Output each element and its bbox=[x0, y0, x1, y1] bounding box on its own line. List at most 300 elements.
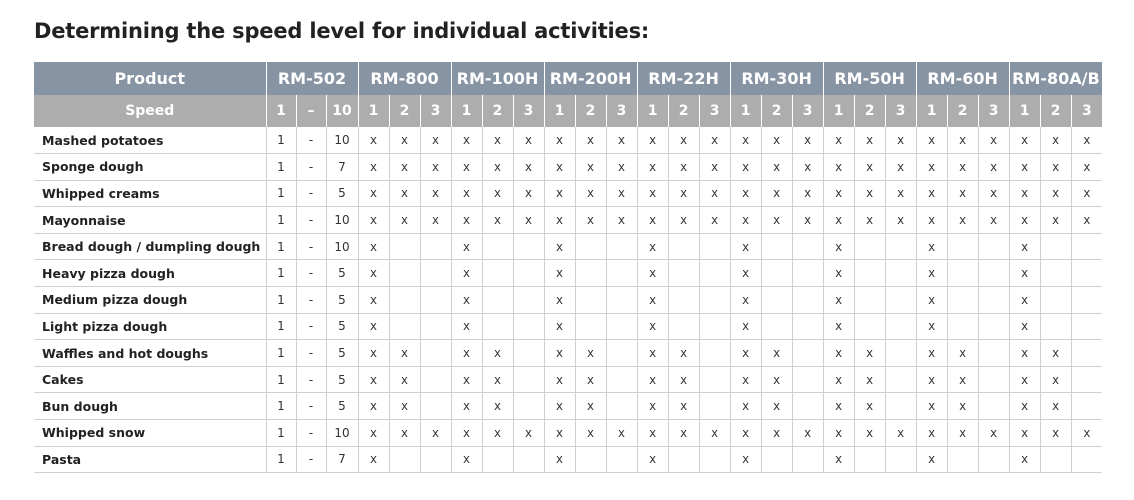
speed-mark-cell bbox=[978, 393, 1009, 420]
speed-mark-cell bbox=[1040, 446, 1071, 473]
speed-mark-cell: x bbox=[451, 154, 482, 181]
product-name: Pasta bbox=[34, 446, 266, 473]
speed-mark-cell: x bbox=[513, 154, 544, 181]
speed-header: Speed bbox=[34, 95, 266, 127]
speed-mark-cell bbox=[854, 260, 885, 287]
speed-mark-cell bbox=[978, 446, 1009, 473]
speed-mark-cell bbox=[420, 287, 451, 314]
speed-min-cell: 1 bbox=[266, 260, 296, 287]
speed-mark-cell bbox=[978, 366, 1009, 393]
speed-mark-cell: x bbox=[358, 154, 389, 181]
speed-mark-cell: x bbox=[358, 127, 389, 154]
product-name: Waffles and hot doughs bbox=[34, 340, 266, 367]
speed-mark-cell bbox=[885, 393, 916, 420]
speed-mark-cell bbox=[854, 287, 885, 314]
speed-mark-cell: x bbox=[699, 127, 730, 154]
speed-mark-cell: x bbox=[637, 233, 668, 260]
speed-mark-cell: x bbox=[823, 313, 854, 340]
speed-mark-cell bbox=[885, 313, 916, 340]
speed-mark-cell: x bbox=[575, 340, 606, 367]
speed-mark-cell: x bbox=[482, 340, 513, 367]
speed-mark-cell bbox=[1071, 313, 1102, 340]
speed-mark-cell: x bbox=[761, 393, 792, 420]
speed-mark-cell bbox=[389, 233, 420, 260]
speed-mark-cell bbox=[1071, 340, 1102, 367]
speed-mark-cell: x bbox=[637, 340, 668, 367]
speed-mark-cell: x bbox=[637, 154, 668, 181]
speed-max-cell: 10 bbox=[326, 207, 358, 234]
speed-mark-cell bbox=[978, 287, 1009, 314]
speed-header-cell: 1 bbox=[266, 95, 296, 127]
speed-mark-cell bbox=[761, 313, 792, 340]
product-name: Medium pizza dough bbox=[34, 287, 266, 314]
speed-min-cell: 1 bbox=[266, 313, 296, 340]
speed-mark-cell: x bbox=[947, 154, 978, 181]
speed-mark-cell: x bbox=[947, 420, 978, 447]
speed-dash-cell: - bbox=[296, 287, 326, 314]
speed-mark-cell: x bbox=[823, 340, 854, 367]
speed-min-cell: 1 bbox=[266, 287, 296, 314]
speed-mark-cell bbox=[699, 287, 730, 314]
speed-mark-cell: x bbox=[544, 233, 575, 260]
speed-mark-cell bbox=[606, 260, 637, 287]
speed-mark-cell: x bbox=[451, 446, 482, 473]
speed-mark-cell: x bbox=[947, 366, 978, 393]
speed-mark-cell: x bbox=[792, 180, 823, 207]
speed-mark-cell bbox=[389, 287, 420, 314]
speed-header-cell: 2 bbox=[668, 95, 699, 127]
product-name: Mayonnaise bbox=[34, 207, 266, 234]
speed-mark-cell: x bbox=[1009, 233, 1040, 260]
speed-mark-cell bbox=[792, 287, 823, 314]
speed-mark-cell: x bbox=[730, 366, 761, 393]
speed-mark-cell: x bbox=[451, 393, 482, 420]
product-name: Whipped snow bbox=[34, 420, 266, 447]
speed-mark-cell bbox=[668, 446, 699, 473]
speed-mark-cell: x bbox=[1009, 207, 1040, 234]
speed-mark-cell: x bbox=[730, 180, 761, 207]
speed-mark-cell: x bbox=[1071, 154, 1102, 181]
speed-mark-cell bbox=[1040, 260, 1071, 287]
speed-mark-cell: x bbox=[575, 180, 606, 207]
speed-max-cell: 10 bbox=[326, 420, 358, 447]
speed-mark-cell bbox=[792, 260, 823, 287]
speed-header-cell: 2 bbox=[854, 95, 885, 127]
speed-header-cell: 3 bbox=[420, 95, 451, 127]
product-name: Heavy pizza dough bbox=[34, 260, 266, 287]
speed-mark-cell: x bbox=[668, 127, 699, 154]
speed-header-cell: 3 bbox=[699, 95, 730, 127]
speed-dash-cell: - bbox=[296, 127, 326, 154]
table-row bbox=[34, 127, 1102, 154]
speed-mark-cell: x bbox=[730, 313, 761, 340]
speed-header-cell: 1 bbox=[823, 95, 854, 127]
speed-mark-cell: x bbox=[885, 420, 916, 447]
speed-mark-cell: x bbox=[544, 287, 575, 314]
product-name: Light pizza dough bbox=[34, 313, 266, 340]
speed-mark-cell: x bbox=[1071, 127, 1102, 154]
speed-mark-cell: x bbox=[544, 313, 575, 340]
speed-mark-cell bbox=[513, 446, 544, 473]
speed-mark-cell bbox=[792, 366, 823, 393]
speed-mark-cell: x bbox=[389, 180, 420, 207]
speed-mark-cell: x bbox=[451, 366, 482, 393]
speed-mark-cell bbox=[978, 233, 1009, 260]
speed-max-cell: 5 bbox=[326, 287, 358, 314]
speed-mark-cell: x bbox=[358, 393, 389, 420]
speed-mark-cell: x bbox=[389, 420, 420, 447]
speed-header-cell: 1 bbox=[358, 95, 389, 127]
speed-mark-cell: x bbox=[947, 180, 978, 207]
speed-mark-cell bbox=[513, 233, 544, 260]
speed-mark-cell: x bbox=[1040, 340, 1071, 367]
speed-header-cell: 1 bbox=[544, 95, 575, 127]
speed-mark-cell: x bbox=[792, 207, 823, 234]
speed-mark-cell: x bbox=[668, 154, 699, 181]
table-row bbox=[34, 313, 1102, 340]
speed-mark-cell bbox=[389, 313, 420, 340]
speed-dash-cell: - bbox=[296, 313, 326, 340]
speed-mark-cell bbox=[792, 233, 823, 260]
speed-mark-cell bbox=[420, 366, 451, 393]
speed-mark-cell: x bbox=[947, 393, 978, 420]
speed-mark-cell: x bbox=[978, 127, 1009, 154]
speed-mark-cell: x bbox=[668, 366, 699, 393]
speed-mark-cell bbox=[854, 446, 885, 473]
speed-mark-cell bbox=[420, 340, 451, 367]
speed-mark-cell bbox=[699, 366, 730, 393]
speed-header-cell: 2 bbox=[947, 95, 978, 127]
model-header-rm-22h: RM-22H bbox=[637, 62, 730, 95]
speed-mark-cell: x bbox=[916, 180, 947, 207]
speed-mark-cell: x bbox=[730, 287, 761, 314]
speed-mark-cell: x bbox=[761, 127, 792, 154]
speed-mark-cell: x bbox=[358, 180, 389, 207]
speed-min-cell: 1 bbox=[266, 446, 296, 473]
speed-mark-cell: x bbox=[916, 233, 947, 260]
speed-mark-cell bbox=[668, 287, 699, 314]
speed-mark-cell: x bbox=[451, 313, 482, 340]
speed-mark-cell: x bbox=[947, 127, 978, 154]
speed-mark-cell: x bbox=[451, 180, 482, 207]
speed-max-cell: 10 bbox=[326, 233, 358, 260]
speed-mark-cell bbox=[1071, 393, 1102, 420]
product-name: Sponge dough bbox=[34, 154, 266, 181]
speed-mark-cell bbox=[482, 446, 513, 473]
speed-mark-cell: x bbox=[668, 393, 699, 420]
speed-mark-cell: x bbox=[606, 420, 637, 447]
speed-mark-cell bbox=[1071, 233, 1102, 260]
speed-mark-cell: x bbox=[575, 154, 606, 181]
speed-mark-cell: x bbox=[916, 260, 947, 287]
speed-mark-cell: x bbox=[482, 393, 513, 420]
speed-mark-cell: x bbox=[513, 207, 544, 234]
table-row bbox=[34, 393, 1102, 420]
speed-mark-cell: x bbox=[389, 340, 420, 367]
speed-mark-cell: x bbox=[451, 287, 482, 314]
speed-min-cell: 1 bbox=[266, 233, 296, 260]
speed-mark-cell: x bbox=[451, 127, 482, 154]
speed-mark-cell: x bbox=[575, 393, 606, 420]
speed-mark-cell: x bbox=[823, 127, 854, 154]
speed-mark-cell: x bbox=[389, 154, 420, 181]
speed-mark-cell: x bbox=[1040, 207, 1071, 234]
speed-header-cell: 2 bbox=[1040, 95, 1071, 127]
speed-header-cell: 10 bbox=[326, 95, 358, 127]
speed-min-cell: 1 bbox=[266, 420, 296, 447]
speed-mark-cell bbox=[699, 260, 730, 287]
speed-header-cell: 3 bbox=[1071, 95, 1102, 127]
speed-mark-cell: x bbox=[544, 260, 575, 287]
speed-mark-cell: x bbox=[482, 154, 513, 181]
speed-header-cell: 3 bbox=[885, 95, 916, 127]
speed-mark-cell: x bbox=[823, 207, 854, 234]
speed-dash-cell: - bbox=[296, 393, 326, 420]
speed-mark-cell: x bbox=[451, 207, 482, 234]
speed-header-cell: 1 bbox=[1009, 95, 1040, 127]
table-row bbox=[34, 340, 1102, 367]
speed-mark-cell: x bbox=[823, 180, 854, 207]
speed-mark-cell: x bbox=[916, 207, 947, 234]
speed-mark-cell: x bbox=[358, 233, 389, 260]
speed-mark-cell: x bbox=[451, 233, 482, 260]
speed-mark-cell: x bbox=[575, 420, 606, 447]
speed-mark-cell: x bbox=[637, 127, 668, 154]
speed-mark-cell: x bbox=[916, 313, 947, 340]
speed-mark-cell: x bbox=[916, 393, 947, 420]
speed-mark-cell: x bbox=[885, 154, 916, 181]
speed-mark-cell bbox=[668, 233, 699, 260]
speed-mark-cell: x bbox=[978, 154, 1009, 181]
speed-max-cell: 5 bbox=[326, 340, 358, 367]
speed-mark-cell bbox=[885, 446, 916, 473]
speed-mark-cell: x bbox=[730, 446, 761, 473]
speed-min-cell: 1 bbox=[266, 366, 296, 393]
speed-mark-cell: x bbox=[854, 127, 885, 154]
speed-min-cell: 1 bbox=[266, 180, 296, 207]
speed-mark-cell bbox=[1071, 287, 1102, 314]
speed-mark-cell: x bbox=[1009, 260, 1040, 287]
table-row bbox=[34, 233, 1102, 260]
product-name: Bun dough bbox=[34, 393, 266, 420]
speed-mark-cell: x bbox=[513, 420, 544, 447]
speed-mark-cell: x bbox=[1040, 154, 1071, 181]
speed-header-cell: 3 bbox=[792, 95, 823, 127]
speed-mark-cell: x bbox=[1009, 446, 1040, 473]
product-name: Whipped creams bbox=[34, 180, 266, 207]
speed-mark-cell: x bbox=[668, 340, 699, 367]
speed-header-cell: 3 bbox=[978, 95, 1009, 127]
speed-mark-cell: x bbox=[885, 127, 916, 154]
speed-mark-cell bbox=[420, 313, 451, 340]
speed-mark-cell: x bbox=[854, 180, 885, 207]
speed-mark-cell: x bbox=[916, 287, 947, 314]
speed-dash-cell: - bbox=[296, 154, 326, 181]
speed-mark-cell: x bbox=[947, 340, 978, 367]
speed-mark-cell: x bbox=[761, 420, 792, 447]
model-header-rm-800: RM-800 bbox=[358, 62, 451, 95]
speed-mark-cell: x bbox=[544, 420, 575, 447]
speed-mark-cell bbox=[792, 446, 823, 473]
speed-dash-cell: - bbox=[296, 446, 326, 473]
speed-min-cell: 1 bbox=[266, 340, 296, 367]
speed-mark-cell bbox=[420, 260, 451, 287]
speed-dash-cell: - bbox=[296, 340, 326, 367]
speed-mark-cell: x bbox=[761, 207, 792, 234]
speed-mark-cell bbox=[420, 446, 451, 473]
speed-mark-cell bbox=[1040, 287, 1071, 314]
speed-mark-cell: x bbox=[823, 366, 854, 393]
speed-mark-cell: x bbox=[1009, 420, 1040, 447]
speed-max-cell: 5 bbox=[326, 393, 358, 420]
speed-mark-cell: x bbox=[978, 207, 1009, 234]
speed-mark-cell: x bbox=[1040, 420, 1071, 447]
speed-min-cell: 1 bbox=[266, 393, 296, 420]
speed-mark-cell: x bbox=[823, 420, 854, 447]
speed-mark-cell: x bbox=[699, 154, 730, 181]
speed-mark-cell: x bbox=[544, 127, 575, 154]
speed-mark-cell: x bbox=[947, 207, 978, 234]
table-row bbox=[34, 287, 1102, 314]
speed-mark-cell: x bbox=[637, 366, 668, 393]
speed-mark-cell bbox=[420, 233, 451, 260]
speed-max-cell: 7 bbox=[326, 446, 358, 473]
speed-mark-cell: x bbox=[792, 420, 823, 447]
speed-mark-cell: x bbox=[792, 127, 823, 154]
speed-mark-cell bbox=[513, 366, 544, 393]
speed-mark-cell: x bbox=[916, 127, 947, 154]
speed-mark-cell: x bbox=[451, 420, 482, 447]
speed-mark-cell: x bbox=[637, 420, 668, 447]
speed-mark-cell bbox=[947, 446, 978, 473]
model-header-rm-200h: RM-200H bbox=[544, 62, 637, 95]
speed-mark-cell bbox=[606, 313, 637, 340]
model-header-rm-502: RM-502 bbox=[266, 62, 358, 95]
model-header-rm-80a-b: RM-80A/B bbox=[1009, 62, 1102, 95]
speed-mark-cell: x bbox=[606, 154, 637, 181]
speed-mark-cell bbox=[513, 287, 544, 314]
speed-mark-cell: x bbox=[358, 340, 389, 367]
speed-mark-cell bbox=[575, 313, 606, 340]
speed-mark-cell bbox=[482, 233, 513, 260]
product-header: Product bbox=[34, 62, 266, 95]
speed-mark-cell bbox=[575, 233, 606, 260]
speed-mark-cell: x bbox=[916, 154, 947, 181]
speed-mark-cell bbox=[885, 366, 916, 393]
speed-mark-cell bbox=[699, 393, 730, 420]
speed-dash-cell: - bbox=[296, 233, 326, 260]
speed-mark-cell bbox=[389, 260, 420, 287]
speed-header-cell: 1 bbox=[637, 95, 668, 127]
speed-mark-cell bbox=[699, 233, 730, 260]
speed-mark-cell bbox=[513, 393, 544, 420]
speed-header-cell: – bbox=[296, 95, 326, 127]
speed-mark-cell: x bbox=[451, 260, 482, 287]
speed-mark-cell: x bbox=[358, 446, 389, 473]
speed-mark-cell: x bbox=[420, 207, 451, 234]
speed-mark-cell bbox=[482, 313, 513, 340]
speed-mark-cell: x bbox=[823, 154, 854, 181]
speed-max-cell: 5 bbox=[326, 260, 358, 287]
speed-mark-cell: x bbox=[606, 180, 637, 207]
speed-mark-cell: x bbox=[730, 393, 761, 420]
speed-mark-cell: x bbox=[482, 366, 513, 393]
speed-header-cell: 2 bbox=[761, 95, 792, 127]
speed-mark-cell bbox=[606, 446, 637, 473]
speed-dash-cell: - bbox=[296, 420, 326, 447]
speed-mark-cell: x bbox=[823, 287, 854, 314]
speed-mark-cell: x bbox=[637, 313, 668, 340]
speed-mark-cell: x bbox=[761, 366, 792, 393]
speed-mark-cell: x bbox=[358, 207, 389, 234]
speed-mark-cell: x bbox=[885, 180, 916, 207]
speed-mark-cell bbox=[978, 260, 1009, 287]
speed-mark-cell bbox=[885, 260, 916, 287]
speed-mark-cell: x bbox=[730, 127, 761, 154]
speed-mark-cell: x bbox=[854, 340, 885, 367]
speed-dash-cell: - bbox=[296, 207, 326, 234]
speed-mark-cell bbox=[513, 340, 544, 367]
speed-mark-cell: x bbox=[792, 154, 823, 181]
speed-mark-cell: x bbox=[1009, 393, 1040, 420]
speed-mark-cell: x bbox=[544, 207, 575, 234]
speed-mark-cell: x bbox=[699, 420, 730, 447]
speed-mark-cell: x bbox=[1071, 207, 1102, 234]
speed-mark-cell bbox=[1071, 260, 1102, 287]
speed-mark-cell bbox=[606, 366, 637, 393]
speed-mark-cell: x bbox=[854, 393, 885, 420]
table-row bbox=[34, 260, 1102, 287]
product-name: Mashed potatoes bbox=[34, 127, 266, 154]
speed-mark-cell: x bbox=[358, 366, 389, 393]
speed-mark-cell: x bbox=[1009, 154, 1040, 181]
speed-dash-cell: - bbox=[296, 366, 326, 393]
speed-mark-cell: x bbox=[482, 180, 513, 207]
model-header-rm-30h: RM-30H bbox=[730, 62, 823, 95]
speed-mark-cell: x bbox=[606, 207, 637, 234]
speed-mark-cell: x bbox=[1009, 313, 1040, 340]
speed-mark-cell: x bbox=[544, 154, 575, 181]
table-row bbox=[34, 154, 1102, 181]
speed-mark-cell: x bbox=[761, 154, 792, 181]
speed-mark-cell: x bbox=[637, 393, 668, 420]
speed-mark-cell bbox=[978, 313, 1009, 340]
speed-mark-cell: x bbox=[761, 340, 792, 367]
speed-dash-cell: - bbox=[296, 180, 326, 207]
speed-mark-cell bbox=[885, 287, 916, 314]
table-row bbox=[34, 420, 1102, 447]
page-title: Determining the speed level for individual activities: bbox=[34, 19, 650, 43]
speed-mark-cell: x bbox=[1009, 180, 1040, 207]
model-header-rm-100h: RM-100H bbox=[451, 62, 544, 95]
speed-header-cell: 2 bbox=[389, 95, 420, 127]
speed-header-cell: 1 bbox=[730, 95, 761, 127]
speed-mark-cell: x bbox=[823, 446, 854, 473]
speed-header-cell: 2 bbox=[575, 95, 606, 127]
speed-mark-cell bbox=[482, 287, 513, 314]
speed-mark-cell: x bbox=[668, 180, 699, 207]
speed-min-cell: 1 bbox=[266, 154, 296, 181]
header-row-speeds bbox=[34, 95, 1102, 127]
speed-mark-cell: x bbox=[1009, 366, 1040, 393]
speed-mark-cell: x bbox=[637, 446, 668, 473]
speed-mark-cell bbox=[606, 287, 637, 314]
speed-mark-cell: x bbox=[854, 366, 885, 393]
speed-mark-cell: x bbox=[916, 340, 947, 367]
speed-mark-cell: x bbox=[1040, 127, 1071, 154]
speed-mark-cell: x bbox=[823, 393, 854, 420]
speed-mark-cell: x bbox=[699, 180, 730, 207]
